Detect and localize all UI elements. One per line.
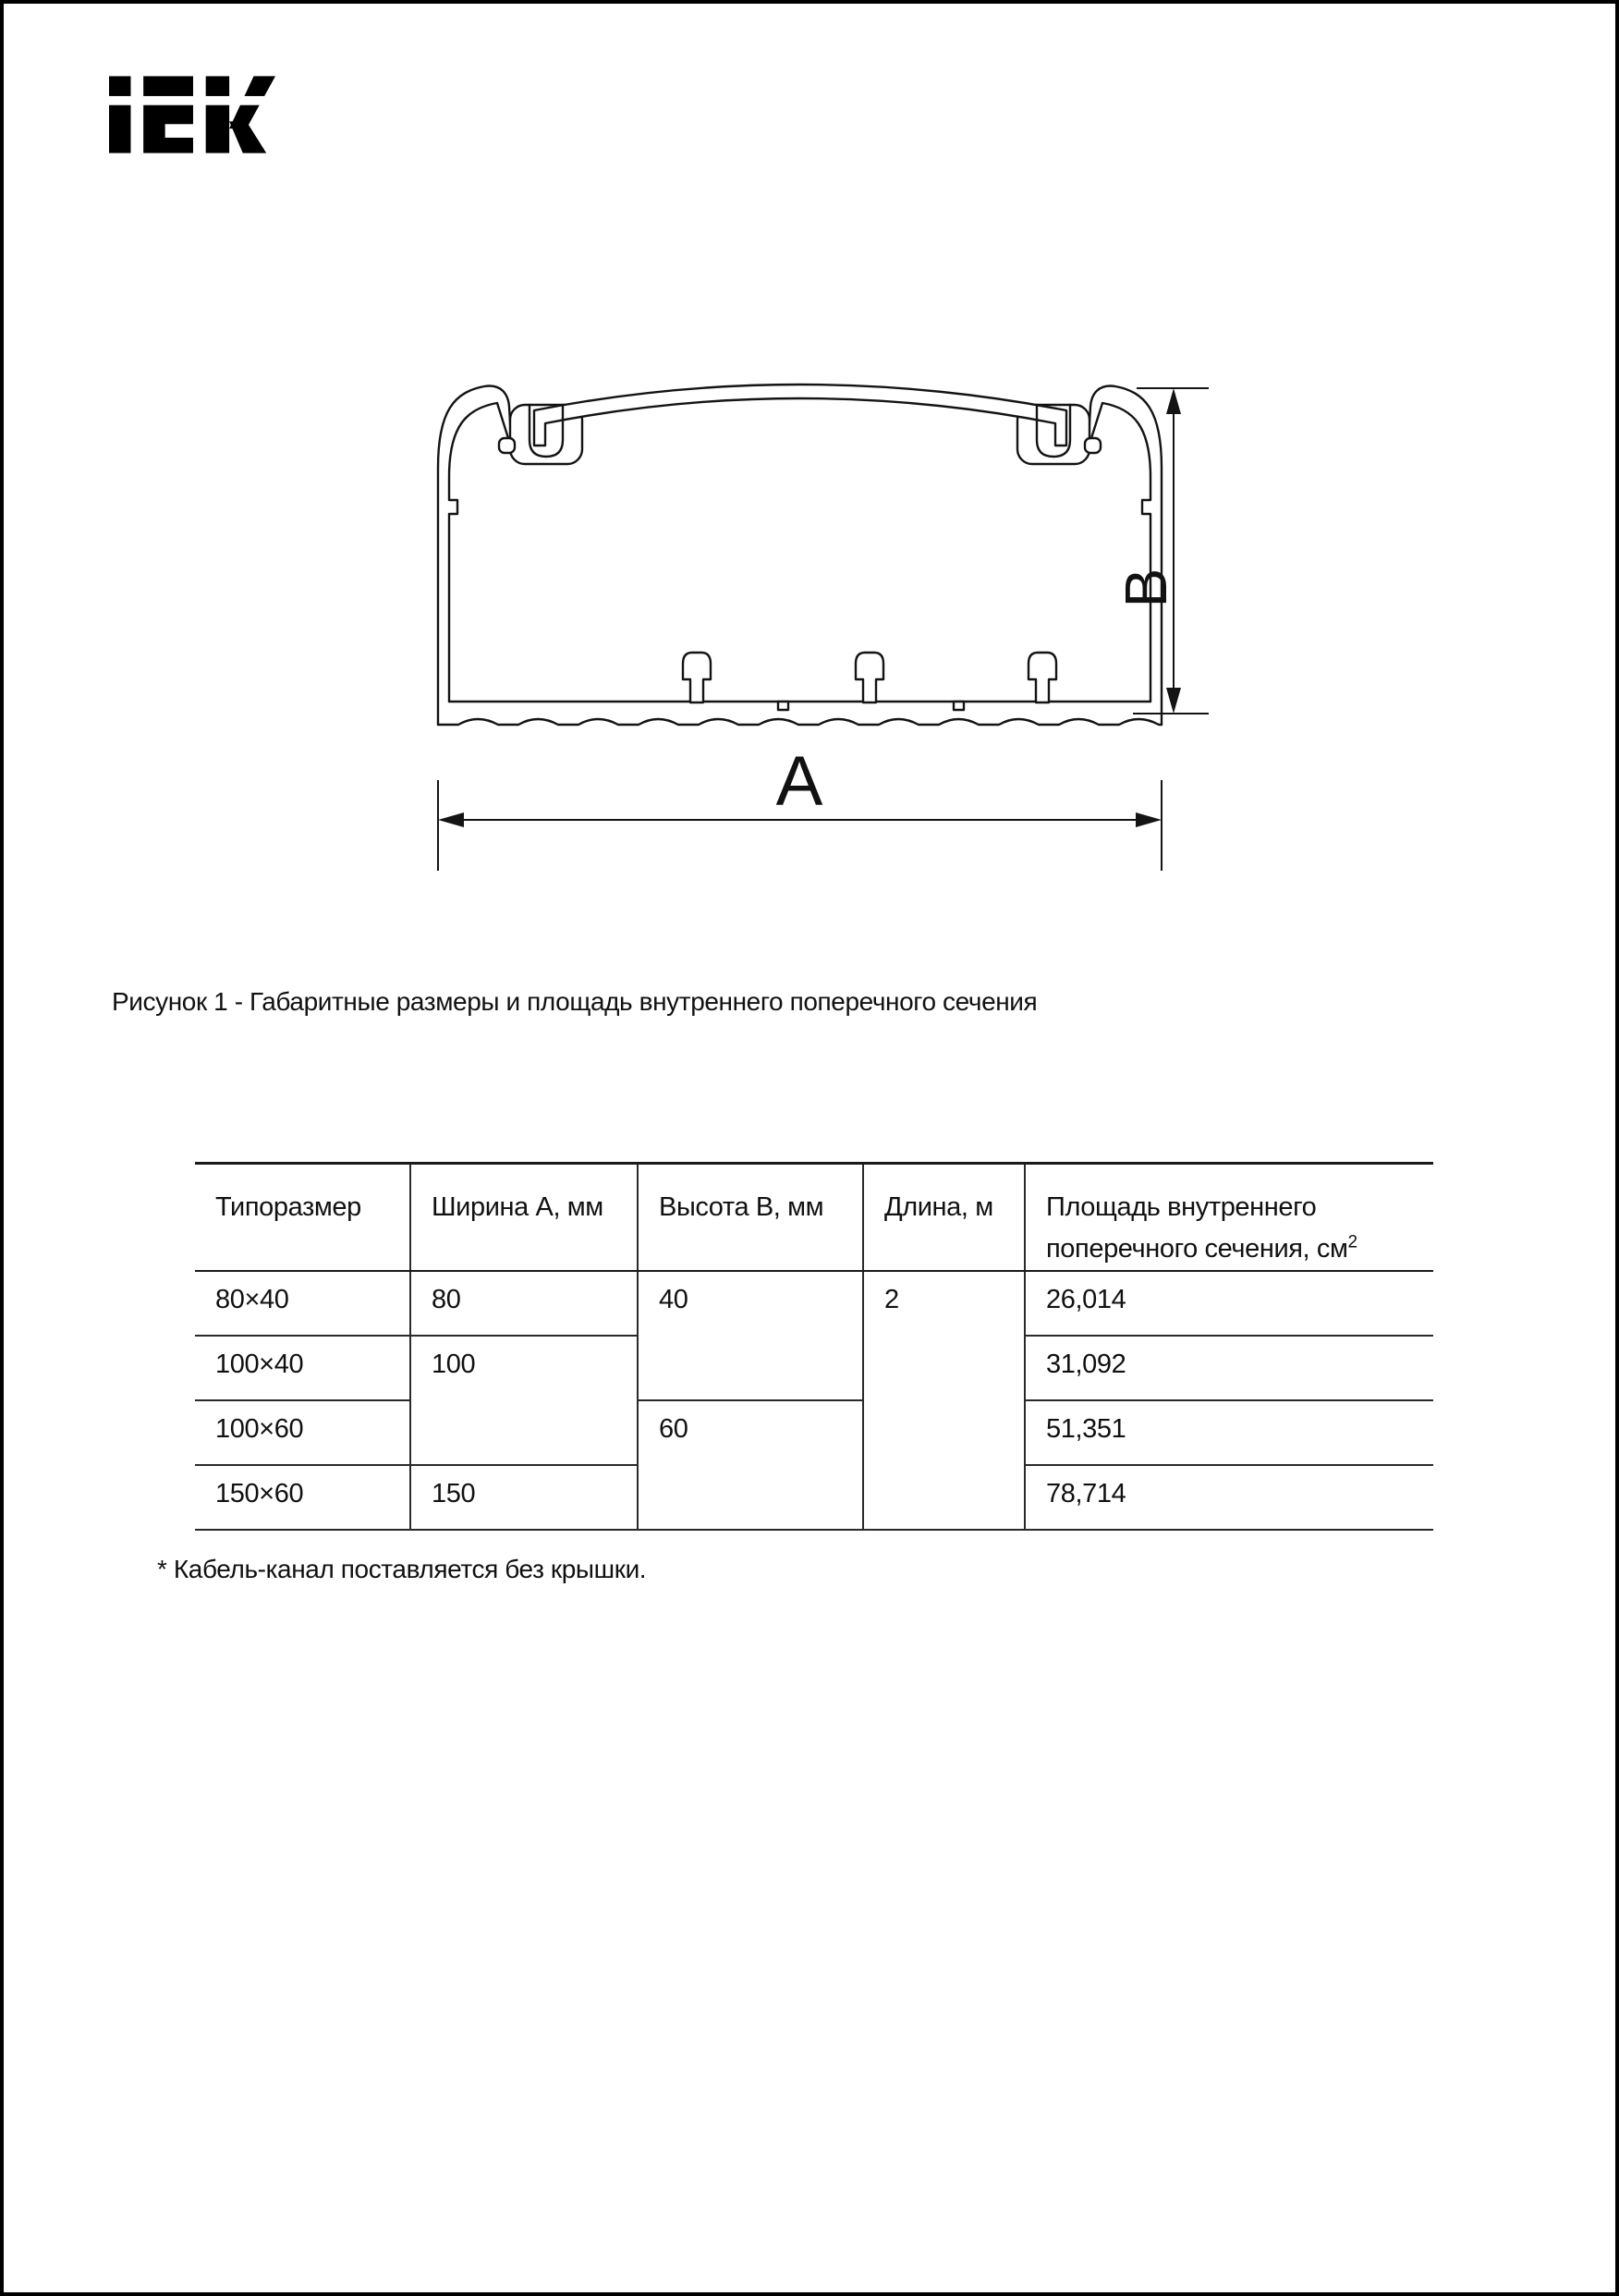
cell-size: 80×40 xyxy=(195,1271,410,1336)
header-area xyxy=(1025,1164,1433,1271)
iek-logo-glyphs xyxy=(109,76,275,153)
table-header-row xyxy=(195,1164,1433,1271)
cell-size: 100×60 xyxy=(195,1400,410,1465)
right-clip-foot xyxy=(1085,438,1101,453)
cross-section-drawing xyxy=(410,346,1223,919)
cell-height: 60 xyxy=(638,1400,863,1530)
cell-size: 150×60 xyxy=(195,1465,410,1530)
header-height: Высота В, мм xyxy=(638,1164,863,1271)
header-width: Ширина А, мм xyxy=(410,1164,638,1271)
cell-width: 100 xyxy=(410,1336,638,1465)
cell-area: 31,092 xyxy=(1025,1336,1433,1400)
header-area-text: Площадь внутреннего поперечного сечения, см xyxy=(1046,1192,1348,1264)
cell-width: 80 xyxy=(410,1271,638,1336)
table-row xyxy=(195,1400,1433,1465)
header-area-sup: 2 xyxy=(1347,1232,1357,1252)
cell-size: 100×40 xyxy=(195,1336,410,1400)
left-clip-foot xyxy=(499,438,515,453)
header-size: Типоразмер xyxy=(195,1164,410,1271)
footnote: * Кабель-канал поставляется без крышки. xyxy=(157,1555,647,1583)
cell-width: 150 xyxy=(410,1465,638,1530)
dimensions-table xyxy=(195,1162,1433,1531)
cell-length: 2 xyxy=(863,1271,1025,1530)
header-length: Длина, м xyxy=(863,1164,1025,1271)
dimension-a xyxy=(438,742,1162,871)
width-dimension-label: A xyxy=(775,742,823,821)
cell-height: 40 xyxy=(638,1271,863,1400)
height-dimension-label: B xyxy=(1113,568,1179,608)
table-row xyxy=(195,1271,1433,1336)
figure-caption: Рисунок 1 - Габаритные размеры и площадь внутреннего поперечного сечения xyxy=(112,987,1038,1016)
cell-area: 51,351 xyxy=(1025,1400,1433,1465)
floor-studs xyxy=(683,653,1056,702)
cell-area: 26,014 xyxy=(1025,1271,1433,1336)
cell-area: 78,714 xyxy=(1025,1465,1433,1530)
cover xyxy=(534,385,1066,446)
iek-logo xyxy=(109,76,275,153)
